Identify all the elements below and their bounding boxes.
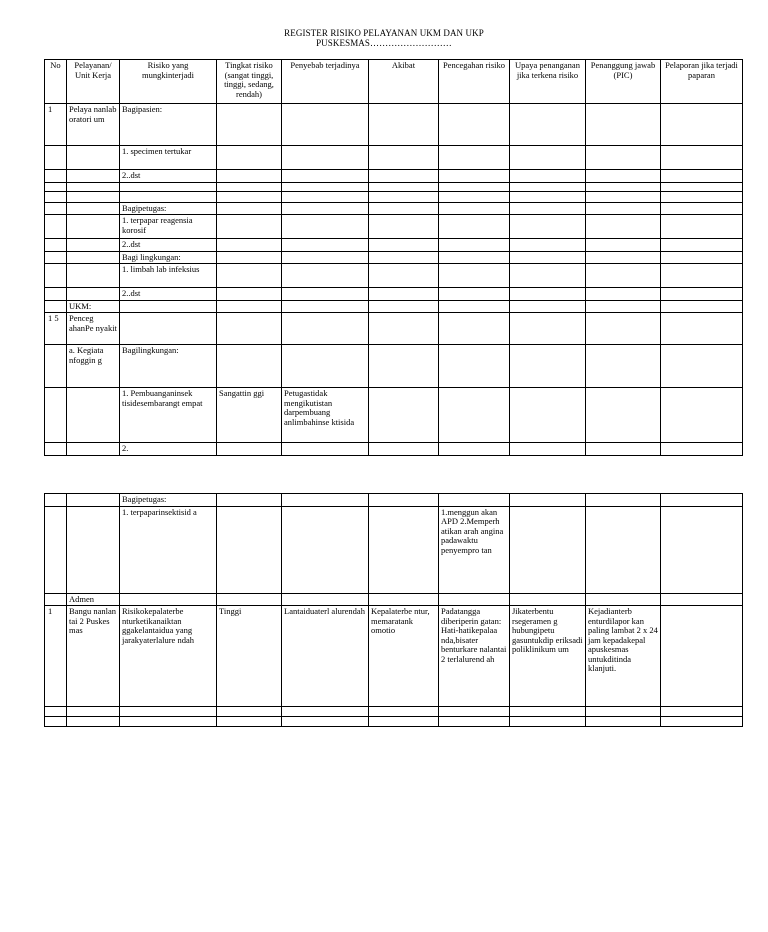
table-cell — [510, 506, 586, 593]
column-header: Penanggung jawab (PIC) — [586, 60, 661, 104]
table-cell — [45, 717, 67, 727]
table-cell — [45, 202, 67, 215]
table-cell — [217, 313, 282, 345]
column-header: Penyebab terjadinya — [282, 60, 369, 104]
table-cell — [439, 300, 510, 313]
table-cell — [586, 170, 661, 183]
table-cell — [217, 170, 282, 183]
table-row — [45, 170, 743, 183]
table-cell — [369, 251, 439, 264]
table-cell — [510, 104, 586, 146]
table-cell: Kepalaterbe ntur, memaratank omotio — [369, 606, 439, 707]
table-cell — [439, 239, 510, 252]
table-cell — [661, 606, 743, 707]
table-cell — [661, 264, 743, 288]
table-row — [45, 146, 743, 170]
table-cell — [661, 170, 743, 183]
table-cell — [67, 191, 120, 202]
table-cell — [369, 506, 439, 593]
table-cell: 1. terpaparinsektisid a — [120, 506, 217, 593]
table-cell — [369, 717, 439, 727]
table-cell — [45, 443, 67, 456]
table-cell: Padatangga diberiperin gatan: Hati-hatikepalaa nda,bisater benturkare nalantai 2 terlalurend ah — [439, 606, 510, 707]
table-cell — [586, 191, 661, 202]
table-cell — [45, 345, 67, 388]
table-cell — [661, 215, 743, 239]
table-cell: 2..dst — [120, 239, 217, 252]
table-cell: UKM: — [67, 300, 120, 313]
table-cell — [67, 170, 120, 183]
table-cell: Jikaterbentu rsegeramen g hubungipetu gasuntukdip eriksadi poliklinikum um — [510, 606, 586, 707]
table-cell — [282, 717, 369, 727]
table-cell — [217, 182, 282, 191]
table-cell — [510, 707, 586, 717]
table-cell — [369, 170, 439, 183]
table-cell — [45, 182, 67, 191]
table-cell: 1 — [45, 606, 67, 707]
table-cell — [369, 182, 439, 191]
table-cell — [67, 202, 120, 215]
table-cell — [45, 288, 67, 301]
table-cell — [510, 202, 586, 215]
table-cell — [510, 717, 586, 727]
table-cell — [67, 494, 120, 507]
table-cell — [217, 264, 282, 288]
table-cell — [661, 239, 743, 252]
column-header: Risiko yang mungkinterjadi — [120, 60, 217, 104]
table-cell — [282, 707, 369, 717]
table-cell — [439, 494, 510, 507]
table-cell — [510, 300, 586, 313]
table-row — [45, 313, 743, 345]
table-cell — [45, 506, 67, 593]
table-cell — [45, 494, 67, 507]
table-cell — [661, 313, 743, 345]
table-cell — [439, 264, 510, 288]
column-header: Pencegahan risiko — [439, 60, 510, 104]
column-header: Pelayanan/ Unit Kerja — [67, 60, 120, 104]
table-cell — [369, 202, 439, 215]
table-cell: 1 5 — [45, 313, 67, 345]
table-cell: Bagi lingkungan: — [120, 251, 217, 264]
table-cell: Bagipasien: — [120, 104, 217, 146]
table-cell — [586, 264, 661, 288]
table-row — [45, 239, 743, 252]
table-cell: Kejadianterb enturdilapor kan paling lambat 2 x 24 jam kepadakepal apuskesmas untukditinda klanjuti. — [586, 606, 661, 707]
table-cell — [120, 717, 217, 727]
table-cell — [439, 717, 510, 727]
table-row — [45, 494, 743, 507]
table-cell — [282, 264, 369, 288]
table-cell — [282, 202, 369, 215]
table-cell — [510, 494, 586, 507]
table-cell — [45, 251, 67, 264]
document-subtitle: PUSKESMAS……………………… — [316, 38, 452, 48]
table-cell — [586, 146, 661, 170]
table-cell — [586, 506, 661, 593]
table-cell — [586, 288, 661, 301]
table-cell — [120, 593, 217, 606]
table-cell — [661, 388, 743, 443]
column-header: Pelaporan jika terjadi paparan — [661, 60, 743, 104]
table-cell — [45, 707, 67, 717]
table-cell — [510, 182, 586, 191]
table-cell: Bangu nanlan tai 2 Puskes mas — [67, 606, 120, 707]
table-cell: 2. — [120, 443, 217, 456]
table-cell — [369, 593, 439, 606]
table-cell — [439, 288, 510, 301]
table-cell — [282, 494, 369, 507]
table-cell: Bagipetugas: — [120, 202, 217, 215]
table-cell: 1. terpapar reagensia korosif — [120, 215, 217, 239]
table-cell — [661, 146, 743, 170]
table-cell — [586, 104, 661, 146]
column-header: No — [45, 60, 67, 104]
table-cell — [661, 717, 743, 727]
table-cell — [120, 707, 217, 717]
table-cell: Tinggi — [217, 606, 282, 707]
table-cell — [510, 388, 586, 443]
table-cell — [439, 345, 510, 388]
table-cell — [217, 494, 282, 507]
table-cell — [282, 506, 369, 593]
table-cell — [510, 191, 586, 202]
table-cell — [369, 388, 439, 443]
table-row — [45, 300, 743, 313]
table-cell — [67, 717, 120, 727]
table-cell — [217, 202, 282, 215]
table-cell — [217, 506, 282, 593]
table-cell — [369, 215, 439, 239]
table-cell — [282, 443, 369, 456]
table-cell: 2..dst — [120, 288, 217, 301]
table-cell — [217, 707, 282, 717]
table-cell — [282, 146, 369, 170]
table-cell — [120, 300, 217, 313]
table-cell — [586, 300, 661, 313]
table-cell — [661, 593, 743, 606]
table-cell — [586, 182, 661, 191]
table-cell — [217, 251, 282, 264]
table-cell: 1. specimen tertukar — [120, 146, 217, 170]
table-row — [45, 707, 743, 717]
table-cell — [439, 388, 510, 443]
table-cell — [586, 707, 661, 717]
table-cell — [661, 443, 743, 456]
table-cell — [217, 215, 282, 239]
table-cell — [510, 170, 586, 183]
table-row — [45, 345, 743, 388]
table-cell — [45, 264, 67, 288]
table-cell — [282, 182, 369, 191]
table-cell — [282, 313, 369, 345]
table-cell — [282, 300, 369, 313]
table-cell — [586, 494, 661, 507]
table-cell — [586, 443, 661, 456]
table-cell — [67, 251, 120, 264]
table-cell — [369, 494, 439, 507]
table-cell — [369, 345, 439, 388]
table-cell — [369, 707, 439, 717]
table-cell — [586, 215, 661, 239]
table-cell — [217, 717, 282, 727]
table-cell — [661, 300, 743, 313]
table-cell — [439, 202, 510, 215]
table-cell: Admen — [67, 593, 120, 606]
table-cell — [217, 191, 282, 202]
table-cell: Lantaiduaterl alurendah — [282, 606, 369, 707]
table-cell — [282, 593, 369, 606]
table-cell — [282, 215, 369, 239]
table-cell — [45, 146, 67, 170]
table-row — [45, 202, 743, 215]
table-cell — [67, 182, 120, 191]
table-row — [45, 443, 743, 456]
table-cell — [510, 146, 586, 170]
table-cell — [439, 191, 510, 202]
table-cell: a. Kegiata nfoggin g — [67, 345, 120, 388]
table-cell — [510, 288, 586, 301]
table-cell — [67, 388, 120, 443]
table-cell — [661, 288, 743, 301]
table-cell: 1 — [45, 104, 67, 146]
table-row — [45, 717, 743, 727]
table-cell — [45, 191, 67, 202]
risk-register-table-continued — [44, 493, 743, 727]
table-cell: Sangattin ggi — [217, 388, 282, 443]
table-cell — [661, 506, 743, 593]
column-header: Tingkat risiko (sangat tinggi, tinggi, sedang, rendah) — [217, 60, 282, 104]
table-cell — [510, 215, 586, 239]
table-cell — [282, 345, 369, 388]
table-cell — [369, 104, 439, 146]
table-cell — [661, 182, 743, 191]
risk-register-table — [44, 59, 743, 456]
table-cell — [282, 239, 369, 252]
table-cell — [439, 182, 510, 191]
table-cell — [510, 264, 586, 288]
table-cell — [120, 182, 217, 191]
table-cell — [439, 170, 510, 183]
table2-body — [45, 494, 743, 727]
table-cell — [45, 170, 67, 183]
table-cell — [661, 104, 743, 146]
table-row — [45, 182, 743, 191]
table-row — [45, 191, 743, 202]
table-cell — [217, 443, 282, 456]
table-cell: Risikokepalaterbe nturketikanaiktan ggakelantaidua yang jarakyaterlalure ndah — [120, 606, 217, 707]
table-cell — [369, 288, 439, 301]
table-row — [45, 251, 743, 264]
table-cell — [661, 202, 743, 215]
table-cell — [67, 264, 120, 288]
table-cell — [586, 313, 661, 345]
document-title: REGISTER RISIKO PELAYANAN UKM DAN UKP — [284, 28, 484, 38]
table-cell — [439, 443, 510, 456]
table-cell — [510, 313, 586, 345]
table-cell — [586, 239, 661, 252]
table-cell — [510, 443, 586, 456]
table-cell — [67, 443, 120, 456]
table-cell — [439, 707, 510, 717]
table-cell — [369, 264, 439, 288]
table-cell: Bagipetugas: — [120, 494, 217, 507]
table-cell — [661, 707, 743, 717]
table-cell — [586, 251, 661, 264]
table-cell — [439, 104, 510, 146]
table-cell — [369, 239, 439, 252]
table-cell — [510, 251, 586, 264]
table-cell — [45, 239, 67, 252]
table-cell — [217, 300, 282, 313]
table-cell — [67, 215, 120, 239]
table-cell — [67, 239, 120, 252]
table-cell — [67, 506, 120, 593]
table-cell — [439, 215, 510, 239]
table-cell — [510, 345, 586, 388]
table-row — [45, 215, 743, 239]
table-cell — [369, 300, 439, 313]
table-cell — [586, 717, 661, 727]
table-cell — [369, 146, 439, 170]
table-cell — [586, 593, 661, 606]
table-cell — [67, 146, 120, 170]
column-header: Upaya penanganan jika terkena risiko — [510, 60, 586, 104]
table-row — [45, 593, 743, 606]
table-cell — [45, 215, 67, 239]
table-cell — [217, 146, 282, 170]
column-header: Akibat — [369, 60, 439, 104]
table-cell — [586, 345, 661, 388]
table-cell — [120, 191, 217, 202]
table-cell — [45, 388, 67, 443]
table-cell — [217, 593, 282, 606]
table-cell — [282, 170, 369, 183]
table-cell — [217, 239, 282, 252]
table-cell — [45, 593, 67, 606]
table-cell — [661, 345, 743, 388]
table-cell — [369, 191, 439, 202]
table-cell — [439, 313, 510, 345]
table-cell — [369, 313, 439, 345]
table-row — [45, 264, 743, 288]
table-cell: 2..dst — [120, 170, 217, 183]
table-cell — [120, 313, 217, 345]
table-cell — [439, 593, 510, 606]
table-row — [45, 506, 743, 593]
table-row — [45, 388, 743, 443]
table-cell: Petugastidak mengikutistan darpembuang anlimbahinse ktisida — [282, 388, 369, 443]
table-cell — [661, 191, 743, 202]
table-cell — [439, 251, 510, 264]
table-cell — [439, 146, 510, 170]
table-cell: Bagilingkungan: — [120, 345, 217, 388]
table-cell — [67, 288, 120, 301]
table-cell: Pelaya nanlab oratori um — [67, 104, 120, 146]
table-cell — [510, 239, 586, 252]
table-cell — [217, 288, 282, 301]
table-row — [45, 104, 743, 146]
table-cell — [217, 104, 282, 146]
table-cell — [282, 104, 369, 146]
table-cell — [217, 345, 282, 388]
table-cell — [282, 251, 369, 264]
table-row — [45, 606, 743, 707]
table-cell — [282, 191, 369, 202]
table-cell — [661, 251, 743, 264]
table-cell — [586, 388, 661, 443]
table-cell: 1.menggun akan APD 2.Memperh atikan arah angina padawaktu penyempro tan — [439, 506, 510, 593]
table-cell — [45, 300, 67, 313]
table-cell — [282, 288, 369, 301]
table1-body — [45, 104, 743, 456]
table-cell: 1. limbah lab infeksius — [120, 264, 217, 288]
table-cell — [369, 443, 439, 456]
table-cell — [67, 707, 120, 717]
table-row — [45, 288, 743, 301]
table-cell: 1. Pembuanganinsek tisidesembarangt empat — [120, 388, 217, 443]
table-cell: Penceg ahanPe nyakit — [67, 313, 120, 345]
table-cell — [586, 202, 661, 215]
header-row — [45, 60, 743, 104]
table-cell — [510, 593, 586, 606]
table-cell — [661, 494, 743, 507]
